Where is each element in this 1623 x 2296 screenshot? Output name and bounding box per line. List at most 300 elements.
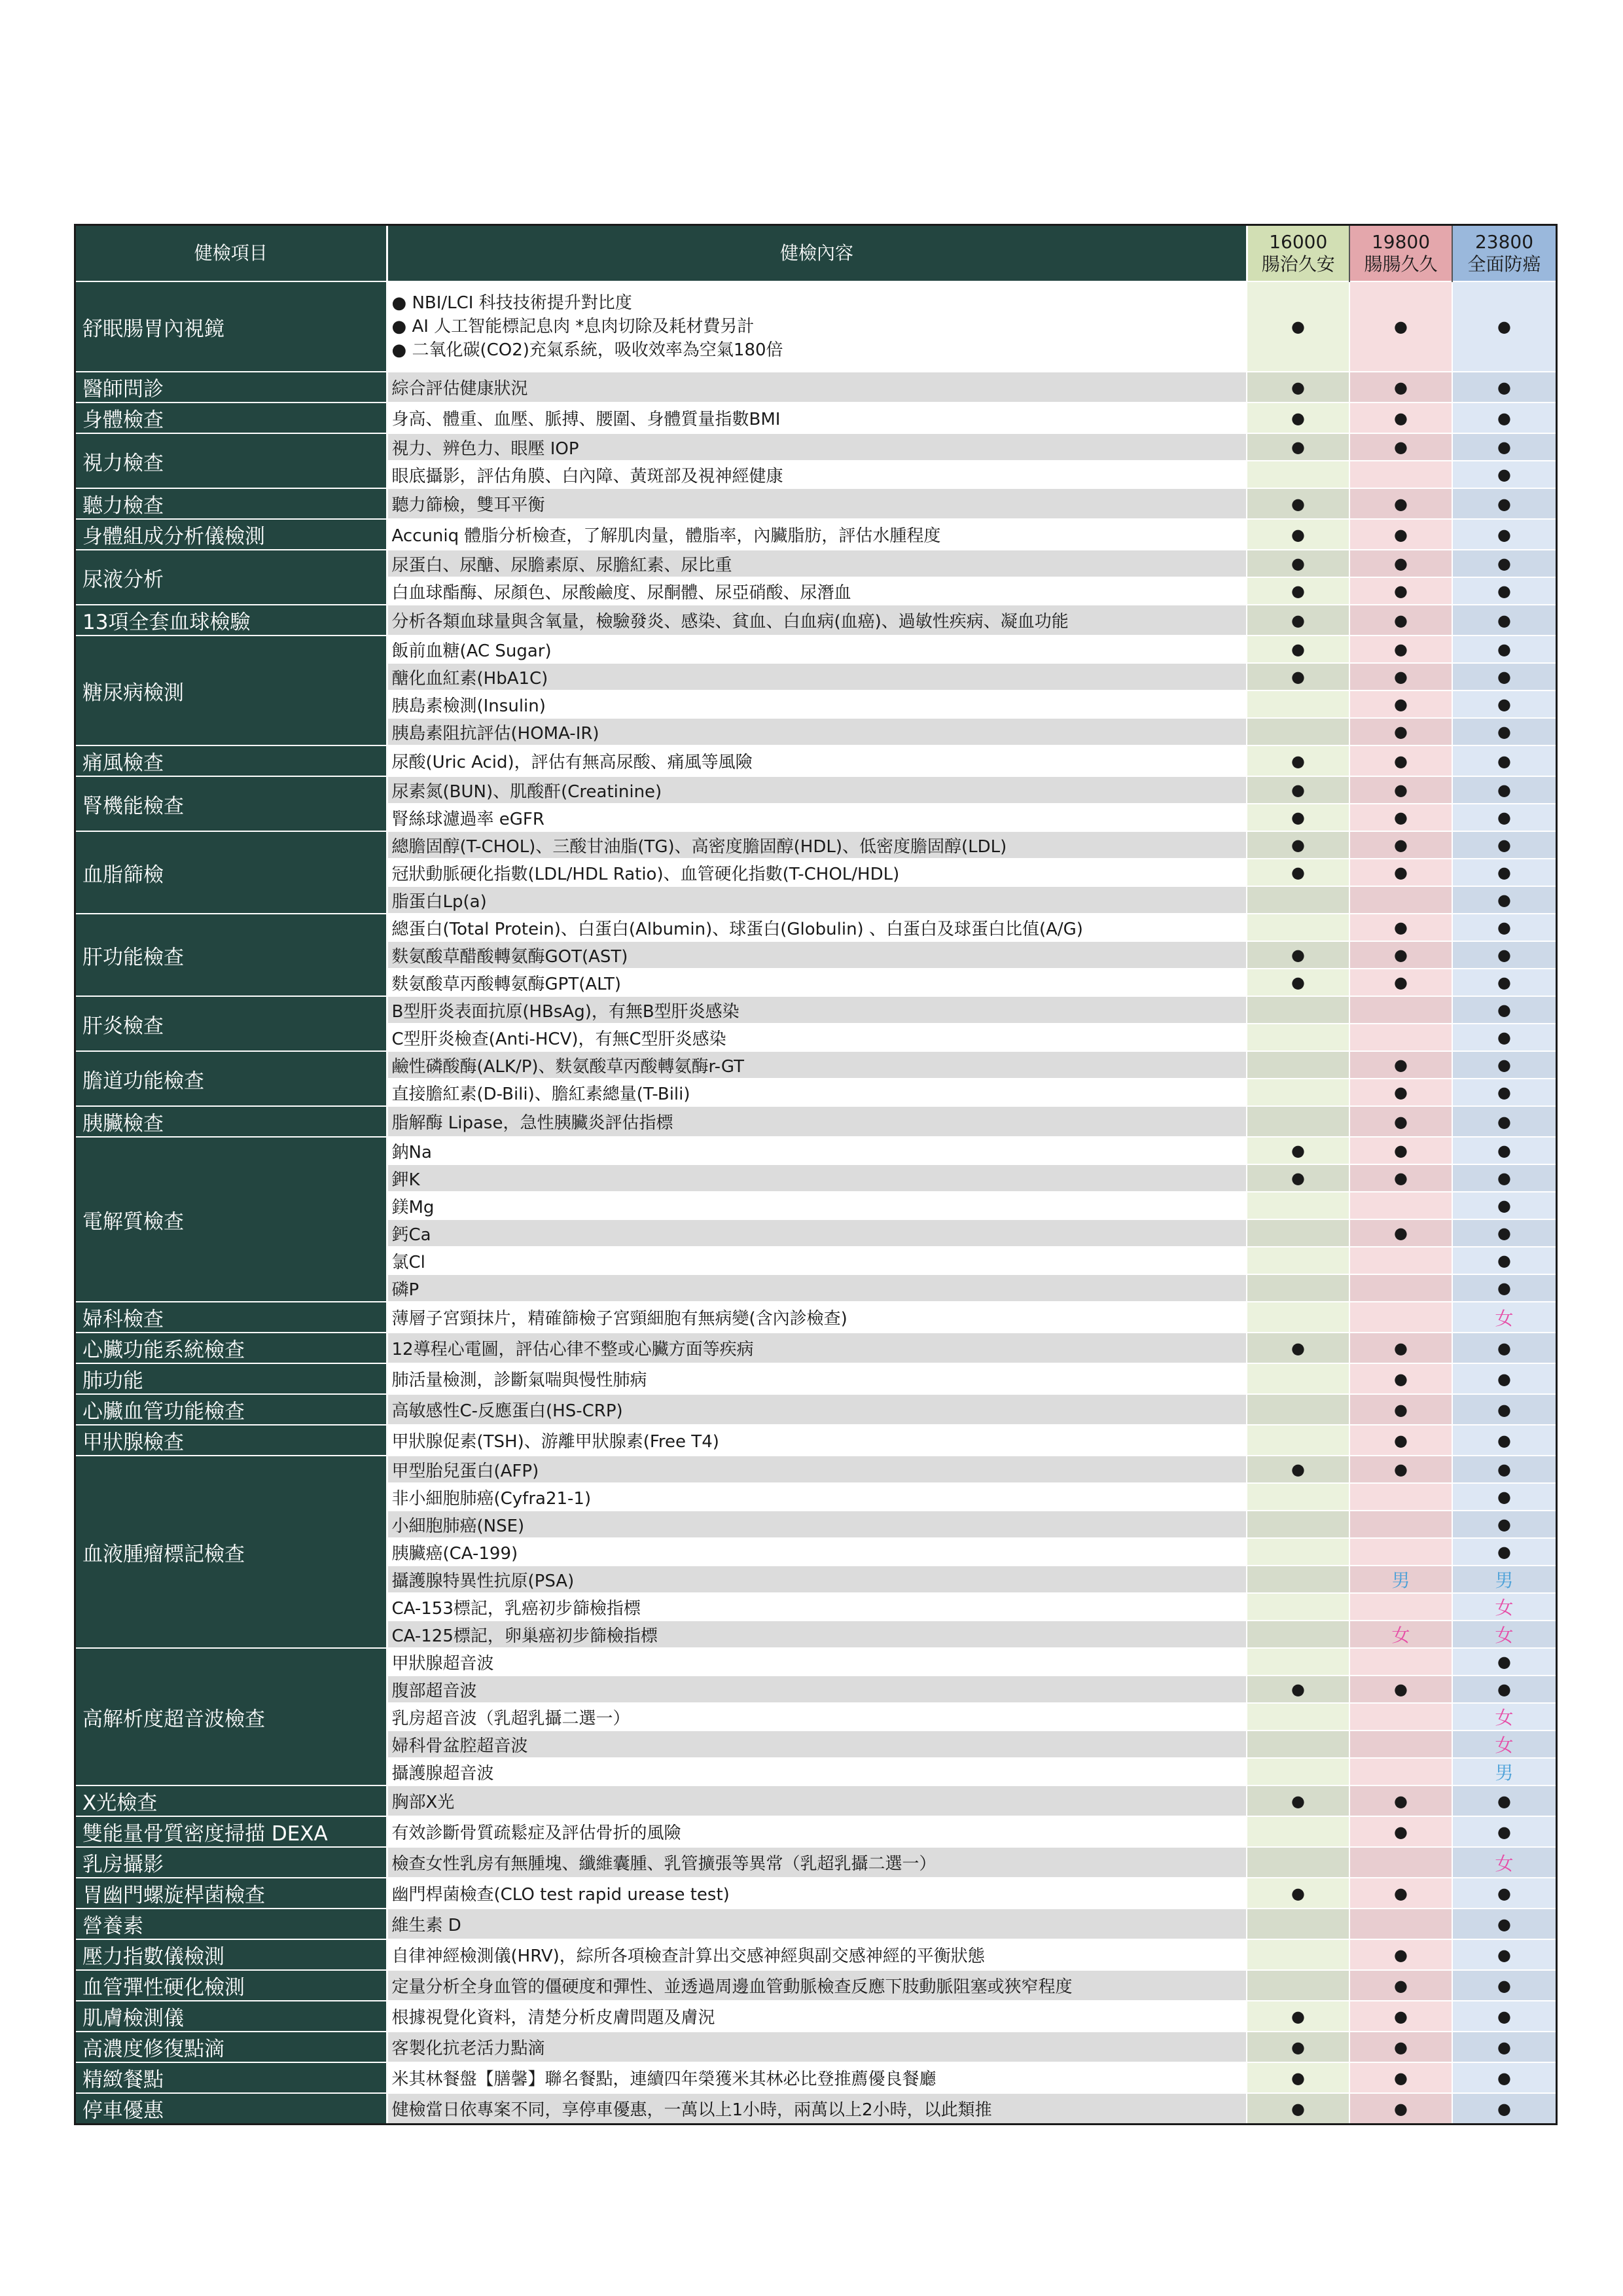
plan-mark-cell: ● xyxy=(1452,859,1556,886)
content-cell: 身高、體重、血壓、脈搏、腰圍、身體質量指數BMI xyxy=(387,403,1247,433)
plan-mark-cell: ● xyxy=(1452,1456,1556,1483)
plan-mark-cell: ● xyxy=(1452,1247,1556,1274)
category-cell: 壓力指數儀檢測 xyxy=(76,1939,387,1970)
plan-mark-cell xyxy=(1247,886,1349,914)
content-cell: 綜合評估健康狀況 xyxy=(387,372,1247,403)
plan-mark-cell xyxy=(1247,1302,1349,1333)
plan-name: 全面防癌 xyxy=(1467,253,1541,275)
plan-mark-cell: ● xyxy=(1349,1106,1452,1137)
table-row xyxy=(76,1816,1556,1847)
plan-mark-cell: ● xyxy=(1452,577,1556,605)
plan-mark-cell xyxy=(1349,1483,1452,1511)
content-cell: 直接膽紅素(D-Bili)、膽紅素總量(T-Bili) xyxy=(387,1079,1247,1106)
table-row xyxy=(76,776,1556,804)
plan-mark-cell: ● xyxy=(1452,2093,1556,2123)
plan-mark-cell xyxy=(1247,1024,1349,1051)
table-row xyxy=(76,488,1556,519)
content-cell: 幽門桿菌檢查(CLO test rapid urease test) xyxy=(387,1878,1247,1909)
plan-mark-cell xyxy=(1349,1703,1452,1731)
table-row xyxy=(76,2062,1556,2093)
content-line: ● AI 人工智能標記息肉 *息肉切除及耗材費另計 xyxy=(391,317,755,336)
plan-mark-cell xyxy=(1247,996,1349,1024)
table-row xyxy=(76,745,1556,776)
plan-mark-cell: ● xyxy=(1247,2093,1349,2123)
content-cell: 尿素氮(BUN)、肌酸酐(Creatinine) xyxy=(387,776,1247,804)
category-cell: 肝炎檢查 xyxy=(76,996,387,1051)
plan-mark-cell: 女 xyxy=(1349,1621,1452,1648)
plan-mark-cell: ● xyxy=(1452,1939,1556,1970)
plan-mark-cell: ● xyxy=(1452,1333,1556,1363)
category-cell: 膽道功能檢查 xyxy=(76,1051,387,1106)
plan-mark-cell xyxy=(1247,1703,1349,1731)
plan-mark-cell: 女 xyxy=(1452,1621,1556,1648)
category-cell: 身體組成分析儀檢測 xyxy=(76,519,387,550)
content-cell: 乳房超音波（乳超乳攝二選一） xyxy=(387,1703,1247,1731)
plan-mark-cell: ● xyxy=(1452,1192,1556,1219)
plan-mark-cell: ● xyxy=(1349,1970,1452,2001)
table-row xyxy=(76,1648,1556,1676)
plan-mark-cell: ● xyxy=(1349,550,1452,577)
plan-mark-cell: ● xyxy=(1349,1137,1452,1164)
category-cell: 停車優惠 xyxy=(76,2093,387,2123)
table-row xyxy=(76,605,1556,636)
plan-mark-cell: ● xyxy=(1349,969,1452,996)
table-row xyxy=(76,1878,1556,1909)
plan-mark-cell: ● xyxy=(1247,605,1349,636)
plan-mark-cell: ● xyxy=(1349,636,1452,663)
plan-mark-cell xyxy=(1349,1024,1452,1051)
category-cell: 肺功能 xyxy=(76,1363,387,1394)
content-cell: 肺活量檢測，診斷氣喘與慢性肺病 xyxy=(387,1363,1247,1394)
content-cell: 鈣Ca xyxy=(387,1219,1247,1247)
plan-mark-cell: ● xyxy=(1247,2062,1349,2093)
plan-mark-cell: ● xyxy=(1247,488,1349,519)
plan-mark-cell xyxy=(1349,1648,1452,1676)
plan-mark-cell: ● xyxy=(1349,859,1452,886)
content-cell: 健檢當日依專案不同，享停車優惠，一萬以上1小時，兩萬以上2小時，以此類推 xyxy=(387,2093,1247,2123)
category-cell: 聽力檢查 xyxy=(76,488,387,519)
category-cell: 甲狀腺檢查 xyxy=(76,1425,387,1456)
plan-mark-cell: ● xyxy=(1247,550,1349,577)
table-row xyxy=(76,281,1556,372)
plan-mark-cell: ● xyxy=(1452,1909,1556,1939)
content-cell: CA-125標記，卵巢癌初步篩檢指標 xyxy=(387,1621,1247,1648)
plan-mark-cell xyxy=(1349,1731,1452,1758)
content-cell: Accuniq 體脂分析檢查，了解肌肉量，體脂率，內臟脂肪，評估水腫程度 xyxy=(387,519,1247,550)
content-cell: 眼底攝影，評估角膜、白內障、黃斑部及視神經健康 xyxy=(387,461,1247,488)
content-cell: 甲狀腺促素(TSH)、游離甲狀腺素(Free T4) xyxy=(387,1425,1247,1456)
content-cell: 分析各類血球量與含氧量，檢驗發炎、感染、貧血、白血病(血癌)、過敏性疾病、凝血功能 xyxy=(387,605,1247,636)
plan-mark-cell: ● xyxy=(1452,776,1556,804)
plan-mark-cell xyxy=(1247,1363,1349,1394)
plan-mark-cell: ● xyxy=(1349,1051,1452,1079)
content-cell: CA-153標記，乳癌初步篩檢指標 xyxy=(387,1593,1247,1621)
plan-mark-cell xyxy=(1349,461,1452,488)
plan-mark-cell: ● xyxy=(1349,433,1452,461)
plan-mark-cell: ● xyxy=(1349,745,1452,776)
category-cell: 身體檢查 xyxy=(76,403,387,433)
plan-mark-cell xyxy=(1349,1758,1452,1785)
plan-mark-cell xyxy=(1247,1511,1349,1538)
plan-mark-cell: ● xyxy=(1247,1878,1349,1909)
plan-mark-cell: ● xyxy=(1452,1394,1556,1425)
plan-mark-cell xyxy=(1247,1909,1349,1939)
plan-mark-cell: ● xyxy=(1247,636,1349,663)
content-line: ● NBI/LCI 科技技術提升對比度 xyxy=(391,293,632,313)
plan-mark-cell: ● xyxy=(1452,1425,1556,1456)
content-cell: 磷P xyxy=(387,1274,1247,1302)
plan-mark-cell xyxy=(1349,996,1452,1024)
content-cell: 甲狀腺超音波 xyxy=(387,1648,1247,1676)
category-cell: 肌膚檢測儀 xyxy=(76,2001,387,2032)
plan-mark-cell: ● xyxy=(1349,663,1452,691)
plan-mark-cell: ● xyxy=(1349,1676,1452,1703)
plan-mark-cell: ● xyxy=(1452,550,1556,577)
plan-mark-cell: ● xyxy=(1452,461,1556,488)
plan-mark-cell xyxy=(1247,1425,1349,1456)
plan-mark-cell: 女 xyxy=(1452,1302,1556,1333)
plan-mark-cell xyxy=(1247,1538,1349,1566)
table-row xyxy=(76,519,1556,550)
plan-mark-cell: ● xyxy=(1349,372,1452,403)
health-checkup-plan-table xyxy=(74,224,1558,2125)
plan-mark-cell xyxy=(1247,1394,1349,1425)
plan-mark-cell: ● xyxy=(1349,1785,1452,1816)
plan-mark-cell xyxy=(1349,1847,1452,1878)
category-cell: 心臟血管功能檢查 xyxy=(76,1394,387,1425)
plan-mark-cell: ● xyxy=(1452,488,1556,519)
plan-mark-cell: ● xyxy=(1349,1394,1452,1425)
plan-mark-cell: ● xyxy=(1349,2032,1452,2062)
content-cell: 視力、辨色力、眼壓 IOP xyxy=(387,433,1247,461)
category-cell: 婦科檢查 xyxy=(76,1302,387,1333)
plan-mark-cell: ● xyxy=(1247,745,1349,776)
category-cell: 13項全套血球檢驗 xyxy=(76,605,387,636)
content-cell xyxy=(387,281,1247,372)
plan-mark-cell: ● xyxy=(1349,605,1452,636)
content-cell: 定量分析全身血管的僵硬度和彈性、並透過周邊血管動脈檢查反應下肢動脈阻塞或狹窄程度 xyxy=(387,1970,1247,2001)
content-cell: 脂解酶 Lipase，急性胰臟炎評估指標 xyxy=(387,1106,1247,1137)
plan-mark-cell: ● xyxy=(1349,691,1452,718)
plan-mark-cell: ● xyxy=(1349,1363,1452,1394)
plan-price: 23800 xyxy=(1474,231,1534,253)
plan-mark-cell: 女 xyxy=(1452,1847,1556,1878)
content-cell: 薄層子宮頸抹片，精確篩檢子宮頸細胞有無病變(含內診檢查) xyxy=(387,1302,1247,1333)
plan-mark-cell xyxy=(1247,914,1349,941)
content-cell: 攝護腺超音波 xyxy=(387,1758,1247,1785)
table-row xyxy=(76,1785,1556,1816)
category-cell: 雙能量骨質密度掃描 DEXA xyxy=(76,1816,387,1847)
plan-mark-cell: ● xyxy=(1349,2093,1452,2123)
plan-mark-cell: ● xyxy=(1349,914,1452,941)
content-cell: 腹部超音波 xyxy=(387,1676,1247,1703)
table-row xyxy=(76,831,1556,859)
plan-mark-cell xyxy=(1247,1621,1349,1648)
plan-mark-cell xyxy=(1247,1648,1349,1676)
content-cell: 甲型胎兒蛋白(AFP) xyxy=(387,1456,1247,1483)
plan-mark-cell: ● xyxy=(1247,1137,1349,1164)
plan-mark-cell: ● xyxy=(1349,488,1452,519)
table-row xyxy=(76,636,1556,663)
content-cell: 胰島素阻抗評估(HOMA-IR) xyxy=(387,718,1247,745)
plan-price: 19800 xyxy=(1371,231,1431,253)
content-cell: 鹼性磷酸酶(ALK/P)、麩氨酸草丙酸轉氨酶r-GT xyxy=(387,1051,1247,1079)
content-cell: 高敏感性C-反應蛋白(HS-CRP) xyxy=(387,1394,1247,1425)
item-column-header: 健檢項目 xyxy=(76,226,387,281)
table-row xyxy=(76,996,1556,1024)
content-cell: 白血球酯酶、尿顏色、尿酸鹼度、尿酮體、尿亞硝酸、尿潛血 xyxy=(387,577,1247,605)
plan-mark-cell: ● xyxy=(1452,2001,1556,2032)
plan-mark-cell: ● xyxy=(1452,433,1556,461)
plan-mark-cell: ● xyxy=(1452,1106,1556,1137)
plan-mark-cell xyxy=(1247,1847,1349,1878)
plan-mark-cell xyxy=(1349,1538,1452,1566)
plan-mark-cell: ● xyxy=(1247,1785,1349,1816)
table-row xyxy=(76,1939,1556,1970)
content-cell: 鉀K xyxy=(387,1164,1247,1192)
plan-mark-cell xyxy=(1349,1593,1452,1621)
content-cell: 小細胞肺癌(NSE) xyxy=(387,1511,1247,1538)
content-cell: 麩氨酸草醋酸轉氨酶GOT(AST) xyxy=(387,941,1247,969)
plan-mark-cell: ● xyxy=(1452,1079,1556,1106)
category-cell: 血脂篩檢 xyxy=(76,831,387,914)
table-row xyxy=(76,2032,1556,2062)
plan-mark-cell: ● xyxy=(1247,663,1349,691)
category-cell: 痛風檢查 xyxy=(76,745,387,776)
plan-mark-cell xyxy=(1247,1939,1349,1970)
content-cell: 客製化抗老活力點滴 xyxy=(387,2032,1247,2062)
content-cell: 檢查女性乳房有無腫塊、纖維囊腫、乳管擴張等異常（乳超乳攝二選一） xyxy=(387,1847,1247,1878)
category-cell: 醫師問診 xyxy=(76,372,387,403)
plan-mark-cell: ● xyxy=(1247,1333,1349,1363)
content-cell: 攝護腺特異性抗原(PSA) xyxy=(387,1566,1247,1593)
plan-mark-cell: 男 xyxy=(1452,1758,1556,1785)
category-cell: 腎機能檢查 xyxy=(76,776,387,831)
plan-mark-cell: ● xyxy=(1247,2001,1349,2032)
plan-mark-cell xyxy=(1247,1970,1349,2001)
plan-mark-cell: ● xyxy=(1349,1816,1452,1847)
plan-mark-cell: ● xyxy=(1452,691,1556,718)
plan-mark-cell: ● xyxy=(1247,859,1349,886)
plan-mark-cell: 女 xyxy=(1452,1731,1556,1758)
category-cell: 精緻餐點 xyxy=(76,2062,387,2093)
table-header-row xyxy=(76,226,1556,281)
plan-mark-cell: ● xyxy=(1452,636,1556,663)
plan-mark-cell: ● xyxy=(1349,1164,1452,1192)
plan-mark-cell: ● xyxy=(1349,1079,1452,1106)
plan-mark-cell: ● xyxy=(1247,433,1349,461)
plan-mark-cell: ● xyxy=(1452,745,1556,776)
content-cell: 根據視覺化資料，清楚分析皮膚問題及膚況 xyxy=(387,2001,1247,2032)
content-cell: 婦科骨盆腔超音波 xyxy=(387,1731,1247,1758)
plan-mark-cell: ● xyxy=(1452,886,1556,914)
table-row xyxy=(76,1302,1556,1333)
plan-mark-cell: 男 xyxy=(1349,1566,1452,1593)
content-cell: 鎂Mg xyxy=(387,1192,1247,1219)
content-cell: B型肝炎表面抗原(HBsAg)，有無B型肝炎感染 xyxy=(387,996,1247,1024)
plan-mark-cell: ● xyxy=(1349,281,1452,372)
content-line: ● 二氧化碳(CO2)充氣系統，吸收效率為空氣180倍 xyxy=(391,340,783,360)
content-cell: 脂蛋白Lp(a) xyxy=(387,886,1247,914)
plan-mark-cell xyxy=(1349,1274,1452,1302)
plan-mark-cell: ● xyxy=(1452,1137,1556,1164)
plan-mark-cell: ● xyxy=(1452,1785,1556,1816)
table-row xyxy=(76,1456,1556,1483)
content-cell: 胸部X光 xyxy=(387,1785,1247,1816)
plan-mark-cell: ● xyxy=(1247,804,1349,831)
plan-mark-cell: ● xyxy=(1349,831,1452,859)
plan-mark-cell: ● xyxy=(1452,1970,1556,2001)
plan-mark-cell: ● xyxy=(1452,1219,1556,1247)
plan-mark-cell: ● xyxy=(1452,2032,1556,2062)
plan-mark-cell: ● xyxy=(1247,577,1349,605)
content-cell: 維生素 D xyxy=(387,1909,1247,1939)
plan-mark-cell: 男 xyxy=(1452,1566,1556,1593)
plan-mark-cell: ● xyxy=(1349,1939,1452,1970)
content-cell: C型肝炎檢查(Anti-HCV)，有無C型肝炎感染 xyxy=(387,1024,1247,1051)
plan-mark-cell xyxy=(1349,1302,1452,1333)
plan-mark-cell: ● xyxy=(1452,605,1556,636)
plan-name: 腸治久安 xyxy=(1261,253,1335,275)
plan-mark-cell: ● xyxy=(1247,519,1349,550)
category-cell: 胰臟檢查 xyxy=(76,1106,387,1137)
plan-mark-cell: ● xyxy=(1247,403,1349,433)
plan-mark-cell: ● xyxy=(1349,1425,1452,1456)
content-cell: 尿酸(Uric Acid)，評估有無高尿酸、痛風等風險 xyxy=(387,745,1247,776)
content-column-header: 健檢內容 xyxy=(387,226,1247,281)
category-cell: 乳房攝影 xyxy=(76,1847,387,1878)
plan-mark-cell xyxy=(1349,1511,1452,1538)
content-cell: 聽力篩檢，雙耳平衡 xyxy=(387,488,1247,519)
table-row xyxy=(76,1394,1556,1425)
content-cell: 腎絲球濾過率 eGFR xyxy=(387,804,1247,831)
content-cell: 總蛋白(Total Protein)、白蛋白(Albumin)、球蛋白(Globulin) 、白蛋白及球蛋白比值(A/G) xyxy=(387,914,1247,941)
plan-mark-cell: 女 xyxy=(1452,1593,1556,1621)
plan-mark-cell: ● xyxy=(1349,2062,1452,2093)
category-cell: X光檢查 xyxy=(76,1785,387,1816)
table-row xyxy=(76,914,1556,941)
plan-mark-cell: ● xyxy=(1452,1511,1556,1538)
table-row xyxy=(76,1847,1556,1878)
plan-mark-cell xyxy=(1247,1593,1349,1621)
plan-mark-cell xyxy=(1247,718,1349,745)
plan-mark-cell xyxy=(1349,1247,1452,1274)
category-cell: 電解質檢查 xyxy=(76,1137,387,1302)
plan-mark-cell: ● xyxy=(1452,1816,1556,1847)
plan-mark-cell xyxy=(1247,691,1349,718)
table-row xyxy=(76,1106,1556,1137)
plan-mark-cell: ● xyxy=(1452,831,1556,859)
category-cell: 視力檢查 xyxy=(76,433,387,488)
plan-mark-cell: ● xyxy=(1247,776,1349,804)
plan-mark-cell: ● xyxy=(1247,372,1349,403)
category-cell: 血管彈性硬化檢測 xyxy=(76,1970,387,2001)
table-row xyxy=(76,1333,1556,1363)
content-cell: 米其林餐盤【膳馨】聯名餐點，連續四年榮獲米其林必比登推薦優良餐廳 xyxy=(387,2062,1247,2093)
plan-mark-cell: ● xyxy=(1452,1164,1556,1192)
plan-mark-cell xyxy=(1247,1566,1349,1593)
plan-mark-cell: ● xyxy=(1452,718,1556,745)
category-cell: 心臟功能系統檢查 xyxy=(76,1333,387,1363)
plan-mark-cell xyxy=(1247,1051,1349,1079)
plan-mark-cell: ● xyxy=(1452,969,1556,996)
plan-mark-cell: ● xyxy=(1452,996,1556,1024)
plan-mark-cell: ● xyxy=(1247,281,1349,372)
plan-mark-cell: ● xyxy=(1452,403,1556,433)
plan-mark-cell: ● xyxy=(1452,1024,1556,1051)
plan-mark-cell xyxy=(1247,1192,1349,1219)
plan-mark-cell: ● xyxy=(1349,519,1452,550)
plan-mark-cell: ● xyxy=(1349,1456,1452,1483)
content-cell: 非小細胞肺癌(Cyfra21-1) xyxy=(387,1483,1247,1511)
plan-header-19800 xyxy=(1349,226,1452,281)
content-cell: 麩氨酸草丙酸轉氨酶GPT(ALT) xyxy=(387,969,1247,996)
plan-mark-cell: ● xyxy=(1349,718,1452,745)
category-cell: 糖尿病檢測 xyxy=(76,636,387,745)
plan-mark-cell: ● xyxy=(1349,776,1452,804)
plan-mark-cell: ● xyxy=(1452,2062,1556,2093)
content-cell: 飯前血糖(AC Sugar) xyxy=(387,636,1247,663)
plan-mark-cell xyxy=(1247,1274,1349,1302)
table-row xyxy=(76,433,1556,461)
plan-mark-cell: ● xyxy=(1452,372,1556,403)
table-row xyxy=(76,2001,1556,2032)
plan-mark-cell: ● xyxy=(1452,663,1556,691)
category-cell: 高濃度修復點滴 xyxy=(76,2032,387,2062)
category-cell: 肝功能檢查 xyxy=(76,914,387,996)
plan-mark-cell: ● xyxy=(1452,1878,1556,1909)
plan-mark-cell: ● xyxy=(1349,1333,1452,1363)
plan-mark-cell: ● xyxy=(1452,519,1556,550)
content-cell: 冠狀動脈硬化指數(LDL/HDL Ratio)、血管硬化指數(T-CHOL/HDL) xyxy=(387,859,1247,886)
content-cell: 鈉Na xyxy=(387,1137,1247,1164)
plan-mark-cell xyxy=(1247,1247,1349,1274)
category-cell: 胃幽門螺旋桿菌檢查 xyxy=(76,1878,387,1909)
plan-mark-cell: ● xyxy=(1247,969,1349,996)
plan-mark-cell: ● xyxy=(1247,831,1349,859)
plan-mark-cell: ● xyxy=(1452,914,1556,941)
plan-mark-cell xyxy=(1247,1483,1349,1511)
plan-mark-cell xyxy=(1247,1731,1349,1758)
plan-mark-cell xyxy=(1349,1192,1452,1219)
category-cell: 高解析度超音波檢查 xyxy=(76,1648,387,1785)
plan-mark-cell: ● xyxy=(1452,1538,1556,1566)
plan-mark-cell: ● xyxy=(1349,941,1452,969)
content-cell: 胰臟癌(CA-199) xyxy=(387,1538,1247,1566)
table-row xyxy=(76,403,1556,433)
table-row xyxy=(76,1137,1556,1164)
plan-mark-cell: ● xyxy=(1247,2032,1349,2062)
plan-mark-cell: ● xyxy=(1452,1676,1556,1703)
plan-header-16000 xyxy=(1247,226,1349,281)
content-cell: 胰島素檢測(Insulin) xyxy=(387,691,1247,718)
plan-mark-cell xyxy=(1349,886,1452,914)
plan-mark-cell: ● xyxy=(1247,1456,1349,1483)
content-cell: 12導程心電圖，評估心律不整或心臟方面等疾病 xyxy=(387,1333,1247,1363)
table-row xyxy=(76,2093,1556,2123)
plan-header-23800 xyxy=(1452,226,1556,281)
plan-mark-cell: 女 xyxy=(1452,1703,1556,1731)
plan-mark-cell: ● xyxy=(1452,1051,1556,1079)
plan-mark-cell: ● xyxy=(1452,1648,1556,1676)
plan-mark-cell xyxy=(1247,1106,1349,1137)
table-row xyxy=(76,550,1556,577)
category-cell: 尿液分析 xyxy=(76,550,387,605)
plan-name: 腸腸久久 xyxy=(1364,253,1438,275)
plan-mark-cell: ● xyxy=(1247,1676,1349,1703)
category-cell: 營養素 xyxy=(76,1909,387,1939)
plan-mark-cell: ● xyxy=(1452,941,1556,969)
